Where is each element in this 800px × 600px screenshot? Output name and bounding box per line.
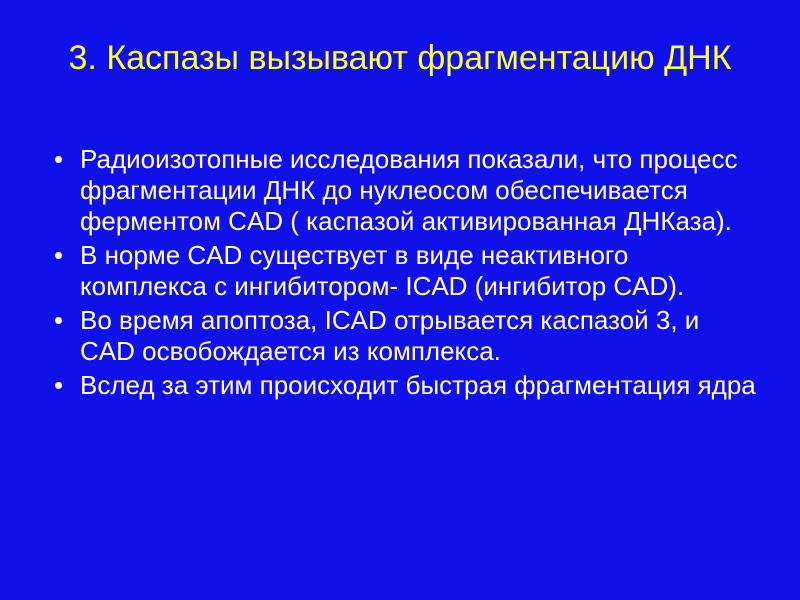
bullet-item — [50, 305, 760, 367]
bullet-text: Радиоизотопные исследования показали, что процесс фрагментации ДНК до нуклеосом обеспечивается ферментом CAD ( каспазой активированная ДНКаза). — [80, 144, 738, 236]
bullet-item — [50, 240, 760, 302]
slide-title: 3. Каспазы вызывают фрагментацию ДНК — [68, 39, 732, 77]
bullet-marker: • — [54, 305, 64, 335]
bullet-text: Вслед за этим происходит быстрая фрагментация ядра — [80, 370, 756, 400]
bullet-marker: • — [54, 240, 64, 270]
bullet-text: Во время апоптоза, ICAD отрывается каспазой 3, и CAD освобождается из комплекса. — [80, 305, 700, 366]
bullet-marker: • — [54, 370, 64, 400]
bullet-item — [50, 370, 760, 401]
bullet-list — [50, 144, 760, 404]
bullet-marker: • — [54, 144, 64, 174]
bullet-text: В норме CAD существует в виде неактивного комплекса с ингибитором- ICAD (ингибитор CAD). — [80, 240, 685, 301]
bullet-item — [50, 144, 760, 237]
